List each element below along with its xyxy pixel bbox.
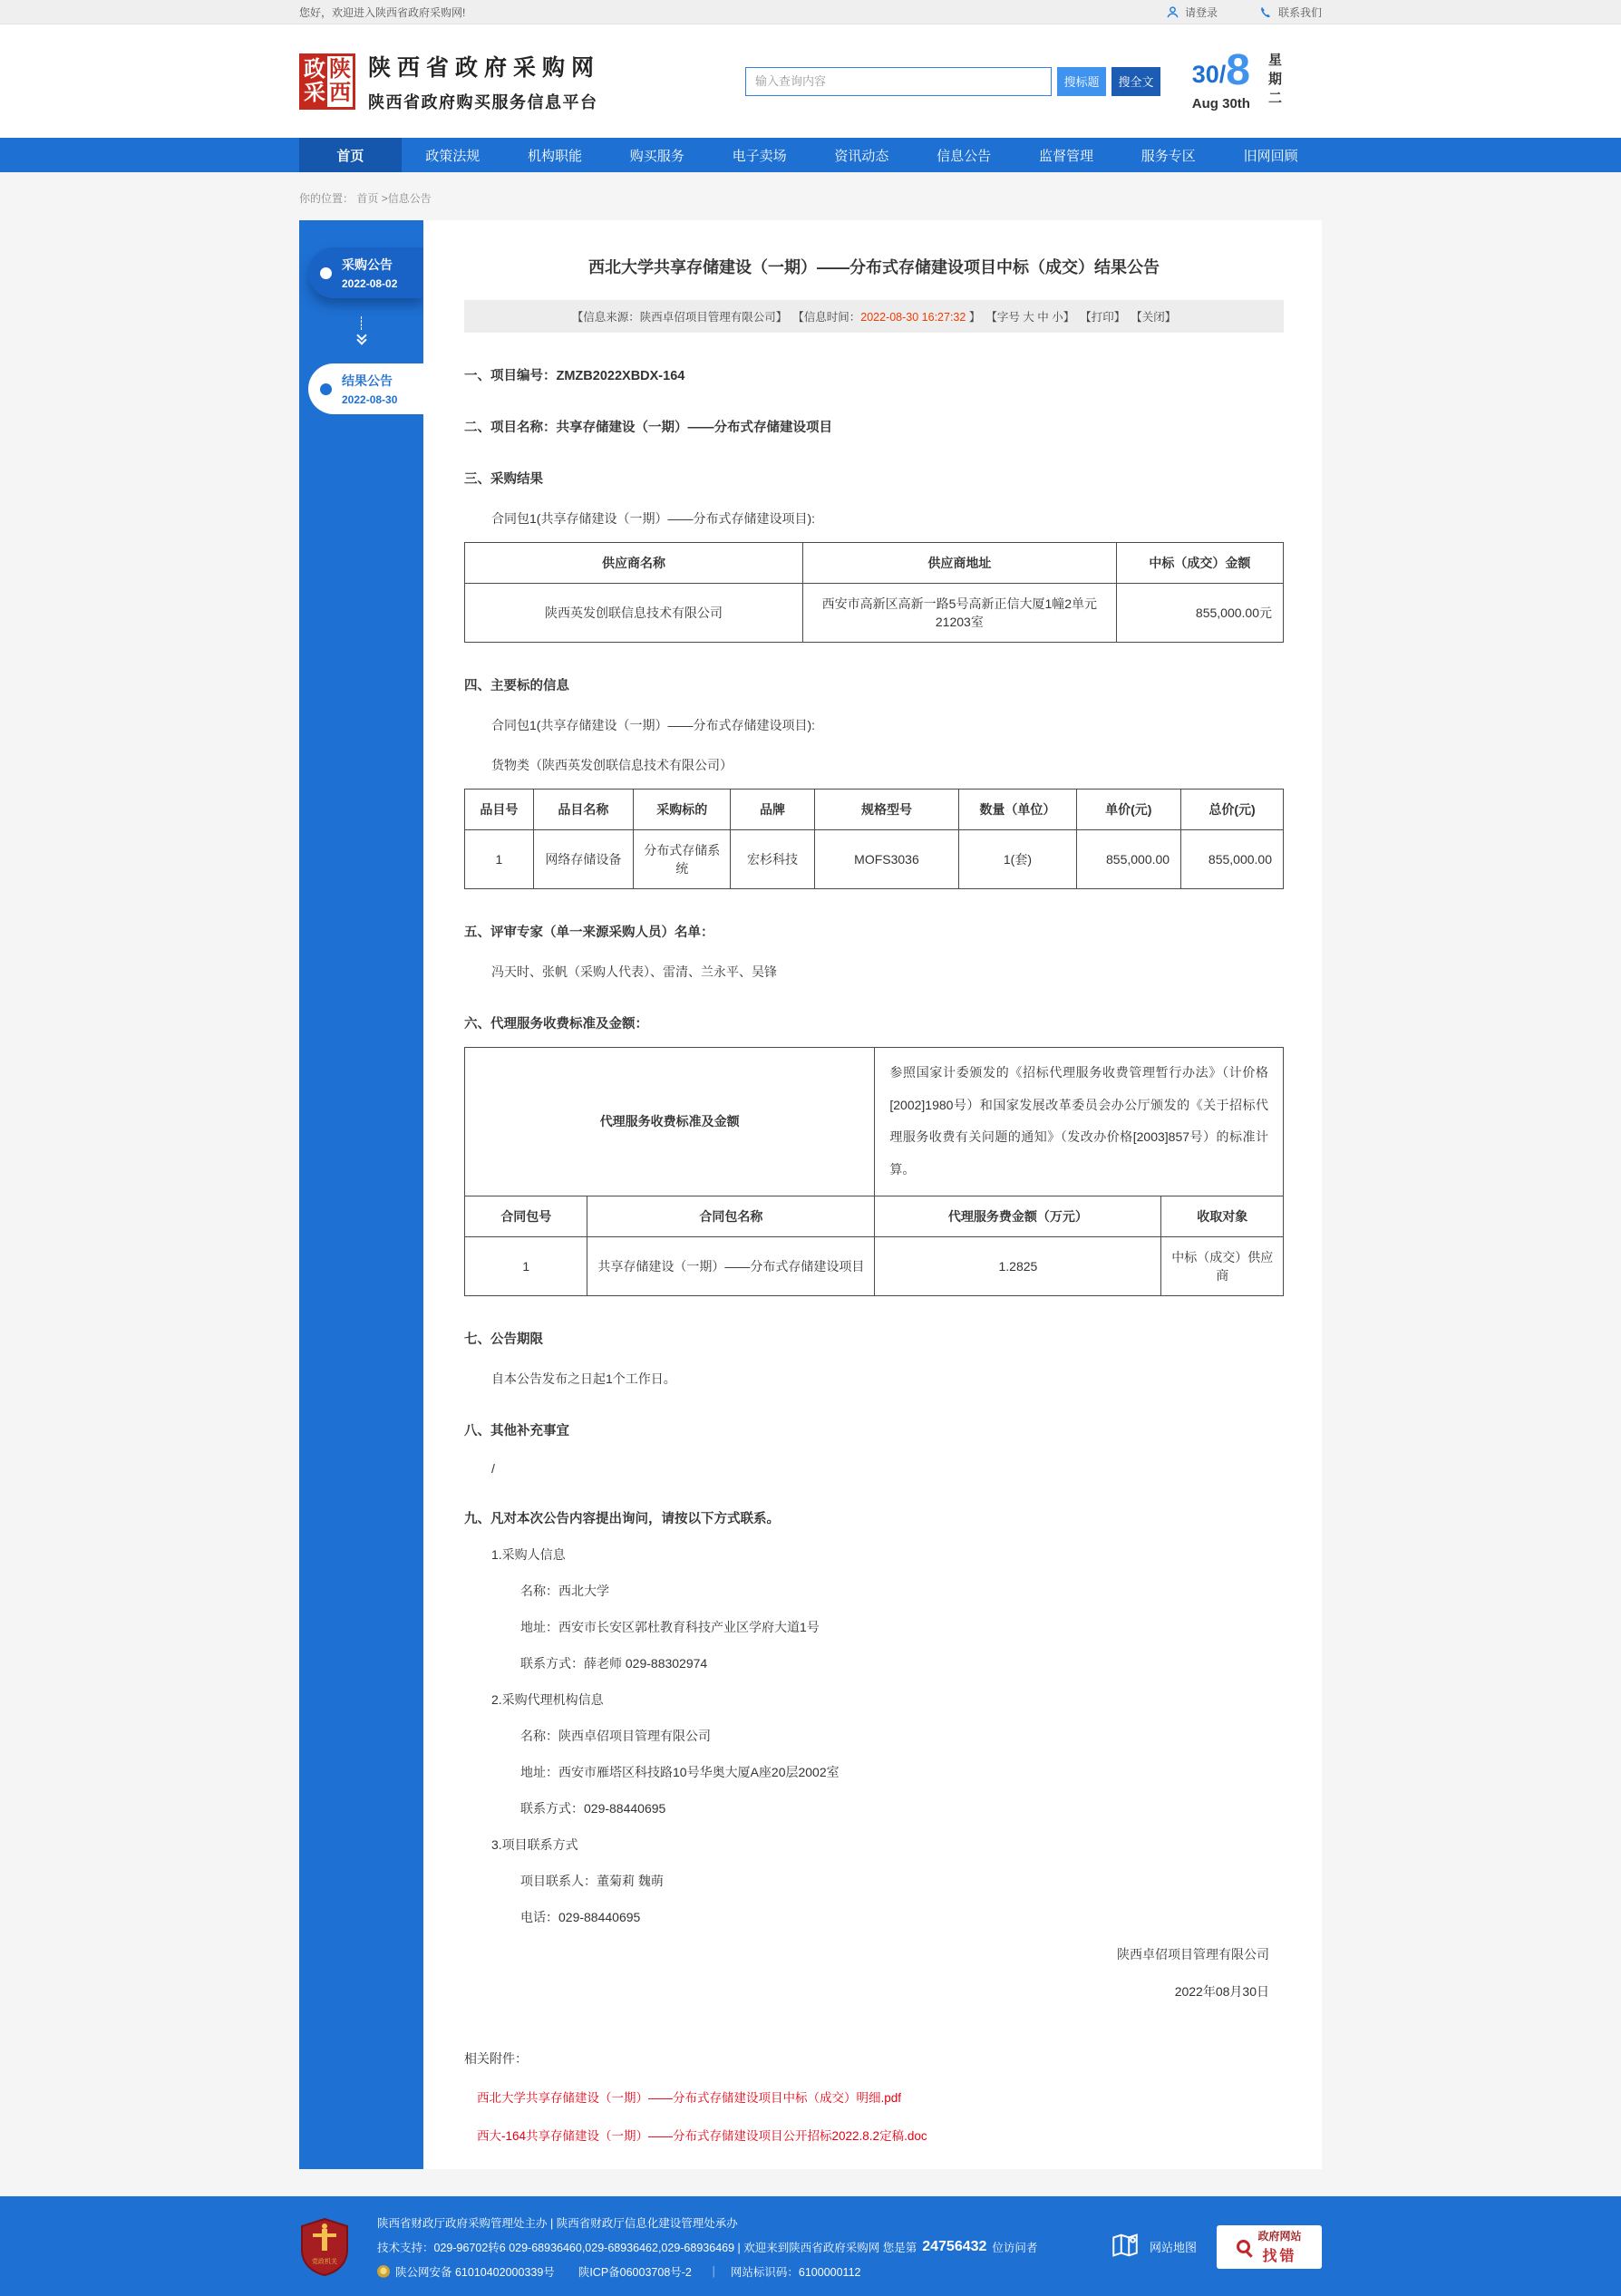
supplier-table [464,542,1284,643]
sidebar-item-procurement-notice[interactable]: 采购公告 2022-08-02 [308,247,423,298]
nav-item-service-zone[interactable]: 服务专区 [1141,148,1196,164]
timeline-sidebar [299,220,423,2169]
signature-date: 2022年08月30日 [1174,1983,1269,1999]
contact-line: 名称：西北大学 [520,1583,609,1598]
breadcrumb [299,190,1322,206]
shield-label: 党政机关 [312,2258,337,2265]
footer-organizer-line: 陕西省财政厅政府采购管理处主办 | 陕西省财政厅信息化建设管理处承办 [377,2216,738,2230]
section-other-heading: 八、其他补充事宜 [464,1423,569,1439]
contact-line: 联系方式：薛老师 029-88302974 [520,1655,708,1671]
nav-item-e-marketplace[interactable]: 电子卖场 [732,148,787,164]
article-title: 西北大学共享存储建设（一期）——分布式存储建设项目中标（成交）结果公告 [588,258,1160,276]
contact-line: 项目联系人：董菊莉 魏萌 [520,1873,664,1888]
breadcrumb-separator: > [381,192,388,205]
table-row: 1 网络存储设备 分布式存储系统 宏杉科技 MOFS3036 1(套) 855,000.00 855,000.00 [465,830,1284,889]
timeline-dot-icon [320,383,332,395]
subject-items-table [464,789,1284,889]
nav-item-announcements[interactable]: 信息公告 [937,148,992,164]
nav-item-old-site[interactable]: 旧网回顾 [1243,148,1298,164]
section-project-name: 二、项目名称：共享存储建设（一期）——分布式存储建设项目 [464,421,832,435]
table-header-row: 品目号 品目名称 采购标的 品牌 规格型号 数量（单位） 单价(元) 总价(元) [465,790,1284,830]
footer-support-line: 技术支持：029-96702转6 029-68936460,029-68936462,029-68936469 | 欢迎来到陕西省政府采购网 您是第 24756432 位访问者 [377,2238,1038,2254]
sitemap-link[interactable]: 网站地图 [1110,2230,1197,2263]
search-fulltext-button[interactable]: 搜全文 [1111,67,1160,96]
nav-item-news[interactable]: 资讯动态 [834,148,889,164]
site-footer [0,2196,1621,2296]
other-body: / [491,1460,495,1476]
notice-period-body: 自本公告发布之日起1个工作日。 [491,1371,676,1386]
contract-package-intro: 合同包1(共享存储建设（一期）——分布式存储建设项目): [491,511,815,526]
phone-icon [1259,5,1273,19]
attachment-link-doc[interactable]: 西大-164共享存储建设（一期）——分布式存储建设项目公开招标2022.8.2定稿.doc [477,2128,927,2143]
magnifier-icon [1237,2240,1250,2253]
nav-item-supervision[interactable]: 监督管理 [1038,148,1093,164]
meta-time: 【信息时间：2022-08-30 16:27:32 】 [792,311,981,324]
breadcrumb-home[interactable]: 首页 [356,192,379,205]
welcome-text: 您好，欢迎进入陕西省政府采购网! [299,5,466,19]
website-error-report-badge[interactable]: 政府网站 找错 [1217,2225,1322,2269]
top-bar [0,0,1621,24]
close-button[interactable]: 【关闭】 [1131,311,1177,324]
table-row: 1 共享存储建设（一期）——分布式存储建设项目 1.2825 中标（成交）供应商 [465,1236,1284,1295]
content-area [299,220,1322,2169]
site-subtitle: 陕西省政府购买服务信息平台 [368,92,598,111]
nav-item-home[interactable]: 首页 [299,138,402,172]
contact-link[interactable]: 联系我们 [1259,5,1322,20]
government-shield-icon [299,2217,350,2277]
table-header-row: 合同包号 合同包名称 代理服务费金额（万元） 收取对象 [465,1196,1284,1236]
table-row: 陕西英发创联信息技术有限公司 西安市高新区高新一路5号高新正信大厦1幢2单元21203室 855,000.00元 [465,584,1284,643]
site-name: 陕西省政府采购网 [368,54,601,81]
meta-source: 【信息来源：陕西卓佋项目管理有限公司】 [571,311,788,324]
contact-line: 2.采购代理机构信息 [491,1691,604,1707]
contact-line: 1.采购人信息 [491,1546,566,1562]
date-english: Aug 30th [1191,95,1250,111]
section-result-heading: 三、采购结果 [464,472,543,487]
date-weekday: 星期二 [1267,53,1282,111]
nav-item-purchase-services[interactable]: 购买服务 [629,148,684,164]
breadcrumb-current[interactable]: 信息公告 [387,192,432,205]
beian-number[interactable]: 陕公网安备 61010402000339号 [395,2265,555,2279]
nav-item-functions[interactable]: 机构职能 [527,148,582,164]
signature-block [464,1945,1284,2001]
site-code: ｜ 网站标识码：6100000112 [707,2265,861,2279]
footer-record-line [377,2263,1037,2280]
police-badge-icon [377,2265,390,2278]
section-agency-fee-heading: 六、代理服务收费标准及金额： [464,1017,648,1032]
nav-item-policy[interactable]: 政策法规 [425,148,480,164]
contact-line: 地址：西安市雁塔区科技路10号华奥大厦A座20层2002室 [520,1764,840,1779]
timeline-arrow-down-icon [299,316,423,344]
timeline-dot-icon [320,267,332,279]
sidebar-item-result-notice[interactable]: 结果公告 2022-08-30 [308,363,423,414]
site-header [0,24,1621,138]
table-row: 代理服务收费标准及金额 参照国家计委颁发的《招标代理服务收费管理暂行办法》（计价格[2002]1980号）和国家发展改革委员会办公厅颁发的《关于招标代理服务收费有关问题的通知》（发改办价格[2003]857号）的标准计算。 [465,1048,1284,1196]
date-month: 8 [1226,46,1250,95]
contact-line: 3.项目联系方式 [491,1836,578,1852]
experts-list: 冯天时、张帆（采购人代表）、雷清、兰永平、吴锋 [491,964,777,979]
article-panel [423,220,1322,2169]
signature-company: 陕西卓佋项目管理有限公司 [1117,1946,1269,1962]
user-icon [1166,5,1179,19]
section-subject-heading: 四、主要标的信息 [464,679,569,693]
print-button[interactable]: 【打印】 [1080,311,1126,324]
search-input[interactable] [745,67,1052,96]
goods-category-line: 货物类（陕西英发创联信息技术有限公司） [491,758,733,772]
icp-number[interactable]: 陕ICP备06003708号-2 [578,2265,692,2279]
agency-fee-table [464,1047,1284,1296]
login-link[interactable]: 请登录 [1166,5,1218,20]
map-icon [1110,2230,1141,2263]
attachments-heading: 相关附件： [464,2050,528,2066]
section-experts-heading: 五、评审专家（单一来源采购人员）名单： [464,925,714,940]
breadcrumb-label: 你的位置： [299,192,354,205]
date-day: 30/ [1191,60,1227,88]
main-nav [0,138,1621,172]
contact-line: 名称：陕西卓佋项目管理有限公司 [520,1728,711,1743]
section-notice-period-heading: 七、公告期限 [464,1332,543,1347]
article-meta-bar [464,300,1284,333]
contact-line: 联系方式：029-88440695 [520,1800,666,1816]
font-size-control[interactable]: 【字号 大 中 小】 [985,311,1075,324]
table-header-row: 供应商名称 供应商地址 中标（成交）金额 [465,543,1284,584]
search-title-button[interactable]: 搜标题 [1057,67,1106,96]
date-widget [1191,46,1322,111]
contact-line: 地址：西安市长安区郭杜教育科技产业区学府大道1号 [520,1619,820,1634]
attachment-link-pdf[interactable]: 西北大学共享存储建设（一期）——分布式存储建设项目中标（成交）明细.pdf [477,2090,902,2105]
section-project-number: 一、项目编号：ZMZB2022XBDX-164 [464,369,685,383]
search-area [745,67,1160,96]
section-contact-heading: 九、凡对本次公告内容提出询问，请按以下方式联系。 [464,1511,780,1526]
visitor-count: 24756432 [922,2238,987,2254]
site-logo: 政采 陕西 [299,53,355,110]
contact-line: 电话：029-88440695 [520,1909,641,1924]
meta-time-value: 2022-08-30 16:27:32 [860,311,966,324]
contract-package-intro: 合同包1(共享存储建设（一期）——分布式存储建设项目): [491,718,815,732]
